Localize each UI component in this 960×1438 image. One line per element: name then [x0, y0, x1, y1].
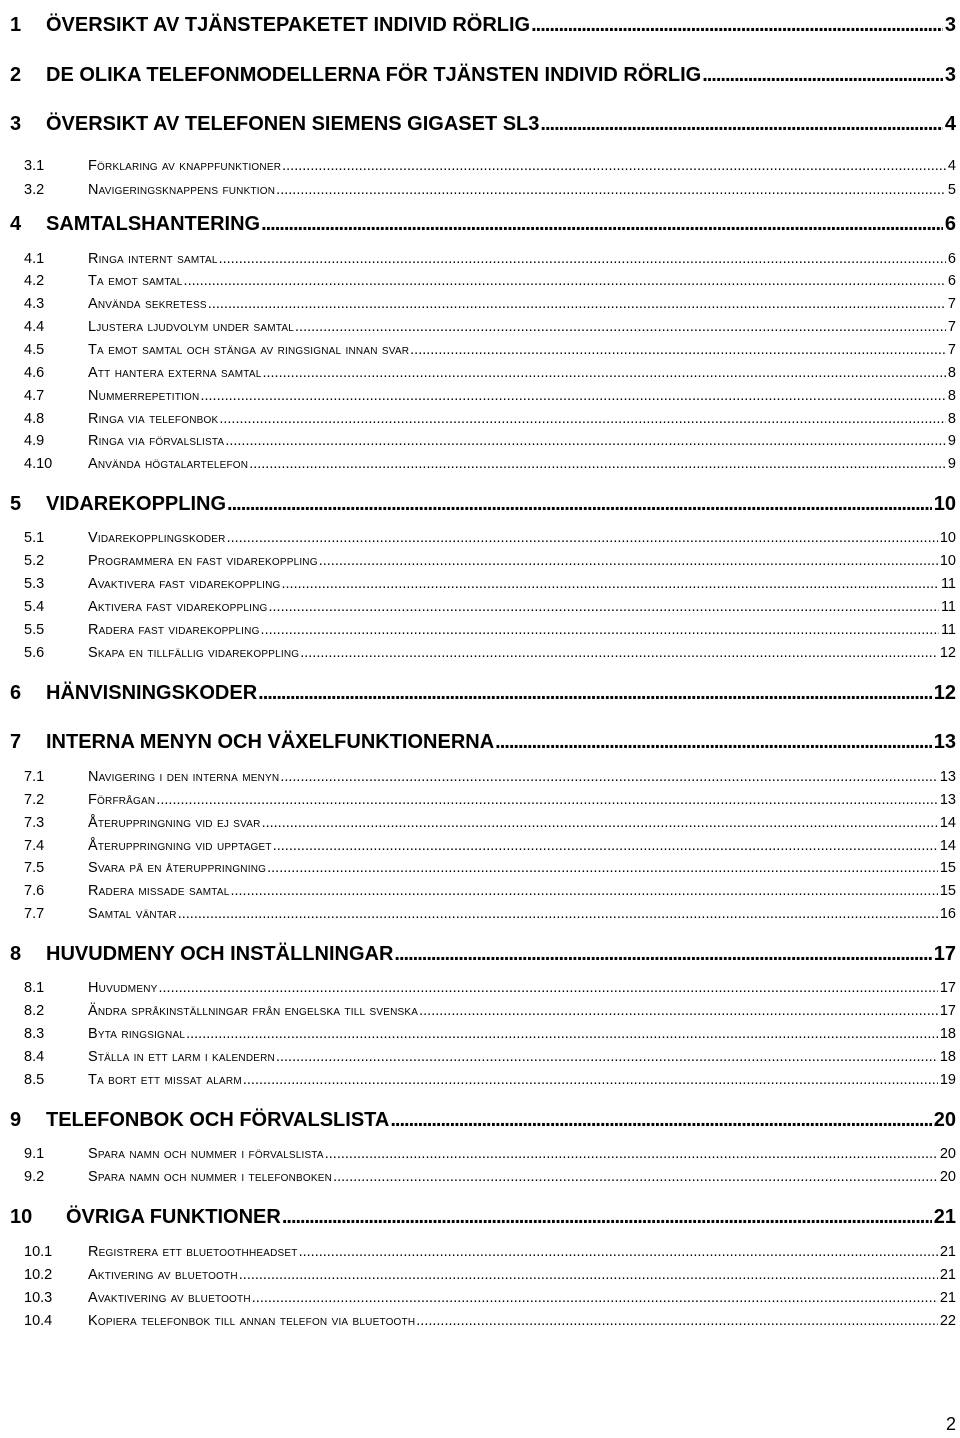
toc-entry-title: Ställa in ett larm i kalendern: [88, 1049, 275, 1065]
toc-leader-dots: [495, 731, 932, 754]
toc-entry-number: 5.3: [24, 576, 45, 592]
toc-entry[interactable]: [0, 576, 960, 592]
toc-entry-number: 5: [10, 493, 22, 515]
toc-entry[interactable]: [0, 251, 960, 267]
toc-entry-title: Radera missade samtal: [88, 883, 230, 899]
toc-entry-title: VIDAREKOPPLING: [46, 493, 227, 515]
toc-entry-title: Svara på en återuppringning: [88, 860, 267, 876]
toc-entry[interactable]: [0, 815, 960, 831]
toc-leader-dots: [419, 1003, 938, 1019]
toc-entry-page: 6: [947, 273, 956, 289]
toc-entry-page: 7: [947, 342, 956, 358]
toc-entry[interactable]: [0, 906, 960, 922]
toc-entry-title: Spara namn och nummer i telefonboken: [88, 1169, 333, 1185]
toc-entry-number: 4.10: [24, 456, 53, 472]
toc-entry-number: 7.6: [24, 883, 45, 899]
toc-entry[interactable]: [0, 1109, 960, 1132]
toc-entry-page: 5: [947, 182, 956, 198]
toc-leader-dots: [262, 815, 938, 831]
toc-entry-title: DE OLIKA TELEFONMODELLERNA FÖR TJÄNSTEN INDIVID RÖRLIG: [46, 64, 702, 86]
toc-leader-dots: [325, 1146, 938, 1162]
toc-entry[interactable]: [0, 731, 960, 754]
toc-entry-page: 21: [933, 1206, 956, 1228]
toc-entry-page: 19: [939, 1072, 956, 1088]
toc-entry-number: 4.6: [24, 365, 45, 381]
toc-entry-page: 3: [944, 14, 956, 36]
toc-entry-title: INTERNA MENYN OCH VÄXELFUNKTIONERNA: [46, 731, 495, 753]
toc-entry-page: 12: [933, 682, 956, 704]
toc-entry[interactable]: [0, 433, 960, 449]
toc-entry-page: 20: [939, 1169, 956, 1185]
toc-entry-page: 14: [939, 838, 956, 854]
toc-leader-dots: [319, 553, 938, 569]
toc-entry-title: Avaktivering av bluetooth: [88, 1290, 251, 1306]
toc-entry[interactable]: [0, 792, 960, 808]
toc-entry-number: 4.5: [24, 342, 45, 358]
toc-entry-number: 4: [10, 213, 22, 235]
toc-entry-number: 7.3: [24, 815, 45, 831]
toc-entry-number: 7.2: [24, 792, 45, 808]
toc-entry-page: 9: [947, 456, 956, 472]
toc-entry-page: 13: [939, 769, 956, 785]
toc-entry-page: 8: [947, 365, 956, 381]
toc-entry-number: 5.4: [24, 599, 45, 615]
toc-entry-title: Byta ringsignal: [88, 1026, 186, 1042]
toc-entry-title: TELEFONBOK OCH FÖRVALSLISTA: [46, 1109, 390, 1131]
toc-entry-number: 8.4: [24, 1049, 45, 1065]
toc-entry[interactable]: [0, 943, 960, 966]
toc-entry-title: Ringa via telefonbok: [88, 411, 219, 427]
toc-leader-dots: [230, 883, 937, 899]
toc-entry-number: 5.1: [24, 530, 45, 546]
toc-entry-page: 4: [944, 113, 956, 135]
toc-leader-dots: [239, 1267, 938, 1283]
toc-entry[interactable]: [0, 645, 960, 661]
toc-entry[interactable]: [0, 213, 960, 236]
toc-entry[interactable]: [0, 365, 960, 381]
toc-entry-number: 4.1: [24, 251, 45, 267]
toc-entry-number: 10.3: [24, 1290, 53, 1306]
toc-entry-page: 8: [947, 411, 956, 427]
toc-leader-dots: [394, 943, 931, 966]
toc-leader-dots: [531, 14, 943, 37]
toc-entry-number: 7.7: [24, 906, 45, 922]
toc-entry-page: 12: [939, 645, 956, 661]
toc-entry-page: 4: [947, 158, 956, 174]
toc-entry-number: 10: [10, 1206, 33, 1228]
toc-entry[interactable]: [0, 980, 960, 996]
toc-entry[interactable]: [0, 682, 960, 705]
toc-entry-number: 4.3: [24, 296, 45, 312]
toc-leader-dots: [186, 1026, 938, 1042]
toc-entry-page: 20: [933, 1109, 956, 1131]
toc-entry[interactable]: [0, 14, 960, 37]
toc-entry-title: Att hantera externa samtal: [88, 365, 262, 381]
toc-entry-page: 3: [944, 64, 956, 86]
toc-entry[interactable]: [0, 388, 960, 404]
toc-leader-dots: [268, 599, 938, 615]
toc-entry[interactable]: [0, 883, 960, 899]
toc-entry-title: Aktivering av bluetooth: [88, 1267, 238, 1283]
toc-entry-number: 7.1: [24, 769, 45, 785]
toc-entry-number: 10.1: [24, 1244, 53, 1260]
toc-entry-page: 21: [939, 1267, 956, 1283]
toc-leader-dots: [267, 860, 938, 876]
toc-entry-number: 10.4: [24, 1313, 53, 1329]
toc-entry-page: 10: [939, 553, 956, 569]
toc-entry-page: 11: [940, 599, 956, 615]
toc-entry-page: 17: [939, 980, 956, 996]
toc-leader-dots: [156, 792, 938, 808]
toc-entry[interactable]: [0, 1244, 960, 1260]
toc-entry-number: 4.9: [24, 433, 45, 449]
page-number: 2: [945, 1414, 956, 1434]
toc-entry-title: Aktivera fast vidarekoppling: [88, 599, 268, 615]
toc-entry-title: Navigering i den interna menyn: [88, 769, 280, 785]
toc-entry-title: Programmera en fast vidarekoppling: [88, 553, 318, 569]
toc-entry-number: 9.2: [24, 1169, 45, 1185]
toc-entry-page: 6: [947, 251, 956, 267]
toc-leader-dots: [200, 388, 945, 404]
toc-leader-dots: [410, 342, 946, 358]
toc-leader-dots: [282, 158, 946, 174]
toc-entry-number: 1: [10, 14, 22, 36]
toc-leader-dots: [219, 411, 946, 427]
toc-entry-page: 20: [939, 1146, 956, 1162]
toc-leader-dots: [299, 1244, 938, 1260]
toc-entry[interactable]: [0, 860, 960, 876]
toc-entry-title: ÖVERSIKT AV TELEFONEN SIEMENS GIGASET SL3: [46, 113, 540, 135]
toc-entry-page: 22: [939, 1313, 956, 1329]
toc-leader-dots: [333, 1169, 938, 1185]
toc-leader-dots: [276, 1049, 938, 1065]
toc-entry-number: 8.5: [24, 1072, 45, 1088]
toc-leader-dots: [227, 493, 932, 516]
toc-entry-number: 4.8: [24, 411, 45, 427]
toc-entry-page: 7: [947, 296, 956, 312]
toc-entry-title: ÖVERSIKT AV TJÄNSTEPAKETET INDIVID RÖRLIG: [46, 14, 531, 36]
toc-entry[interactable]: [0, 296, 960, 312]
toc-entry[interactable]: [0, 1290, 960, 1306]
toc-entry-title: Ringa internt samtal: [88, 251, 218, 267]
toc-entry[interactable]: [0, 1072, 960, 1088]
toc-entry-title: Återuppringning vid ej svar: [88, 815, 261, 831]
toc-entry[interactable]: [0, 769, 960, 785]
toc-leader-dots: [249, 456, 946, 472]
toc-entry-page: 13: [933, 731, 956, 753]
toc-entry-title: Förfrågan: [88, 792, 156, 808]
toc-leader-dots: [208, 296, 946, 312]
toc-entry[interactable]: [0, 622, 960, 638]
toc-entry-number: 8.1: [24, 980, 45, 996]
toc-leader-dots: [540, 113, 942, 136]
toc-entry[interactable]: [0, 1169, 960, 1185]
toc-entry-title: Skapa en tillfällig vidarekoppling: [88, 645, 300, 661]
toc-entry[interactable]: [0, 838, 960, 854]
toc-entry[interactable]: [0, 1003, 960, 1019]
toc-entry-number: 8: [10, 943, 22, 965]
toc-entry-title: Ta bort ett missat alarm: [88, 1072, 242, 1088]
toc-entry-number: 4.4: [24, 319, 45, 335]
toc-entry-number: 7.4: [24, 838, 45, 854]
toc-entry[interactable]: [0, 456, 960, 472]
toc-entry-title: Förklaring av knappfunktioner: [88, 158, 282, 174]
toc-entry-title: ÖVRIGA FUNKTIONER: [66, 1206, 281, 1228]
toc-entry[interactable]: [0, 158, 960, 174]
toc-entry-number: 7.5: [24, 860, 45, 876]
toc-entry-title: SAMTALSHANTERING: [46, 213, 261, 235]
toc-entry-title: Ta emot samtal: [88, 273, 183, 289]
toc-leader-dots: [702, 64, 943, 87]
toc-leader-dots: [276, 182, 946, 198]
toc-entry-page: 15: [939, 860, 956, 876]
toc-entry-page: 16: [939, 906, 956, 922]
toc-entry-number: 7: [10, 731, 22, 753]
toc-entry-page: 14: [939, 815, 956, 831]
toc-entry-number: 9: [10, 1109, 22, 1131]
toc-leader-dots: [225, 433, 946, 449]
toc-leader-dots: [300, 645, 938, 661]
toc-entry[interactable]: [0, 411, 960, 427]
toc-entry-page: 18: [939, 1049, 956, 1065]
toc-leader-dots: [178, 906, 938, 922]
toc-entry-page: 21: [939, 1244, 956, 1260]
toc-entry-number: 5.5: [24, 622, 45, 638]
toc-entry-number: 5.6: [24, 645, 45, 661]
toc-entry[interactable]: [0, 342, 960, 358]
toc-leader-dots: [280, 769, 938, 785]
toc-entry[interactable]: [0, 493, 960, 516]
toc-entry-title: Vidarekopplingskoder: [88, 530, 226, 546]
toc-entry-title: Kopiera telefonbok till annan telefon via bluetooth: [88, 1313, 416, 1329]
toc-entry-page: 9: [947, 433, 956, 449]
toc-leader-dots: [282, 1206, 932, 1229]
toc-leader-dots: [227, 530, 938, 546]
toc-entry[interactable]: [0, 1146, 960, 1162]
toc-entry[interactable]: [0, 1267, 960, 1283]
toc-entry-number: 2: [10, 64, 22, 86]
toc-entry-title: HÄNVISNINGSKODER: [46, 682, 258, 704]
toc-entry-page: 15: [939, 883, 956, 899]
toc-entry[interactable]: [0, 64, 960, 87]
toc-entry-number: 8.3: [24, 1026, 45, 1042]
toc-entry-title: Samtal väntar: [88, 906, 177, 922]
toc-entry-number: 3: [10, 113, 22, 135]
toc-entry-page: 10: [939, 530, 956, 546]
toc-leader-dots: [219, 251, 946, 267]
toc-entry[interactable]: [0, 113, 960, 136]
toc-entry[interactable]: [0, 1313, 960, 1329]
toc-entry-title: Ändra språkinställningar från engelska till svenska: [88, 1003, 419, 1019]
toc-entry-number: 10.2: [24, 1267, 53, 1283]
toc-entry-page: 17: [939, 1003, 956, 1019]
toc-leader-dots: [261, 213, 943, 236]
toc-entry-number: 4.2: [24, 273, 45, 289]
toc-entry[interactable]: [0, 599, 960, 615]
toc-entry-page: 18: [939, 1026, 956, 1042]
toc-entry-title: Använda sekretess: [88, 296, 207, 312]
toc-entry-title: Ta emot samtal och stänga av ringsignal innan svar: [88, 342, 410, 358]
toc-entry-page: 7: [947, 319, 956, 335]
toc-entry[interactable]: [0, 530, 960, 546]
toc-entry-page: 6: [944, 213, 956, 235]
toc-leader-dots: [258, 682, 932, 705]
toc-leader-dots: [184, 273, 946, 289]
toc-entry-title: Huvudmeny: [88, 980, 158, 996]
toc-leader-dots: [390, 1109, 931, 1132]
toc-entry-title: Använda högtalartelefon: [88, 456, 249, 472]
toc-entry-title: Ljustera ljudvolym under samtal: [88, 319, 295, 335]
toc-leader-dots: [262, 365, 945, 381]
toc-entry-title: Navigeringsknappens funktion: [88, 182, 276, 198]
toc-entry[interactable]: [0, 553, 960, 569]
toc-entry-title: Radera fast vidarekoppling: [88, 622, 260, 638]
toc-entry[interactable]: [0, 182, 960, 198]
toc-leader-dots: [273, 838, 938, 854]
toc-entry-title: Spara namn och nummer i förvalslista: [88, 1146, 324, 1162]
toc-leader-dots: [252, 1290, 938, 1306]
toc-leader-dots: [416, 1313, 938, 1329]
toc-entry[interactable]: [0, 319, 960, 335]
toc-entry[interactable]: [0, 273, 960, 289]
toc-entry-title: Nummerrepetition: [88, 388, 200, 404]
toc-entry-number: 3.1: [24, 158, 45, 174]
toc-entry-page: 10: [933, 493, 956, 515]
toc-entry-page: 8: [947, 388, 956, 404]
toc-entry-number: 4.7: [24, 388, 45, 404]
toc-entry-title: Återuppringning vid upptaget: [88, 838, 272, 854]
toc-leader-dots: [261, 622, 939, 638]
toc-leader-dots: [159, 980, 938, 996]
toc-entry-page: 21: [939, 1290, 956, 1306]
toc-entry-page: 11: [940, 622, 956, 638]
toc-leader-dots: [243, 1072, 938, 1088]
toc-entry-number: 6: [10, 682, 22, 704]
toc-entry-number: 8.2: [24, 1003, 45, 1019]
toc-entry-number: 3.2: [24, 182, 45, 198]
toc-entry-title: Ringa via förvalslista: [88, 433, 225, 449]
toc-leader-dots: [295, 319, 946, 335]
toc-entry-page: 13: [939, 792, 956, 808]
toc-entry-title: Avaktivera fast vidarekoppling: [88, 576, 281, 592]
toc-leader-dots: [281, 576, 938, 592]
toc-entry-page: 11: [940, 576, 956, 592]
toc-entry-number: 5.2: [24, 553, 45, 569]
toc-entry-page: 17: [933, 943, 956, 965]
toc-entry[interactable]: [0, 1026, 960, 1042]
toc-entry-number: 9.1: [24, 1146, 45, 1162]
toc-entry-title: HUVUDMENY OCH INSTÄLLNINGAR: [46, 943, 394, 965]
toc-entry[interactable]: [0, 1049, 960, 1065]
toc-entry-title: Registrera ett bluetoothheadset: [88, 1244, 298, 1260]
toc-entry[interactable]: [0, 1206, 960, 1229]
